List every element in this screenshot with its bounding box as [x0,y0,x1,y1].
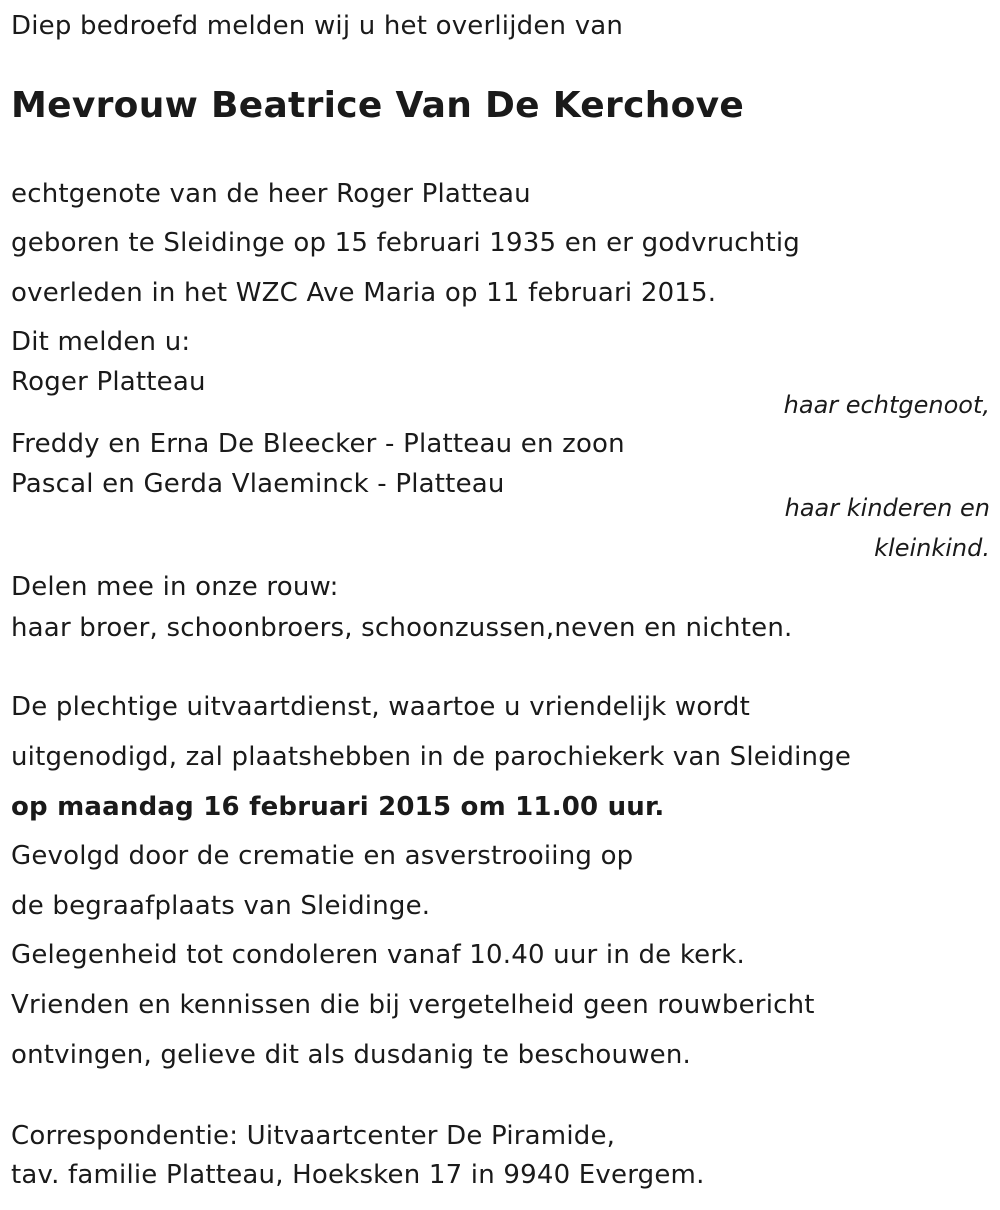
spouse-role: haar echtgenoot, [783,391,990,419]
spouse-name: Roger Platteau [11,367,206,397]
share-label: Delen mee in onze rouw: [11,572,339,602]
relatives-text: haar broer, schoonbroers, schoonzussen,neven en nichten. [11,613,793,643]
service-after-line: Vrienden en kennissen die bij vergetelheid geen rouwbericht [11,990,815,1020]
detail-line: geboren te Sleidinge op 15 februari 1935 en er godvruchtig [11,228,800,258]
service-after-line: de begraafplaats van Sleidinge. [11,891,431,921]
detail-line: echtgenote van de heer Roger Platteau [11,179,531,209]
announce-label: Dit melden u: [11,327,191,357]
service-line: uitgenodigd, zal plaatshebben in de parochiekerk van Sleidinge [11,742,852,772]
service-after-line: Gevolgd door de crematie en asverstrooiing op [11,841,634,871]
child-line: Pascal en Gerda Vlaeminck - Platteau [11,469,505,499]
deceased-name: Mevrouw Beatrice Van De Kerchove [11,85,745,126]
child-line: Freddy en Erna De Bleecker - Platteau en zoon [11,429,625,459]
service-datetime: op maandag 16 februari 2015 om 11.00 uur. [11,792,665,822]
detail-line: overleden in het WZC Ave Maria op 11 februari 2015. [11,278,717,308]
intro-text: Diep bedroefd melden wij u het overlijden van [11,11,624,41]
service-after-line: ontvingen, gelieve dit als dusdanig te beschouwen. [11,1040,692,1070]
children-role: kleinkind. [874,534,990,562]
service-after-line: Gelegenheid tot condoleren vanaf 10.40 uur in de kerk. [11,940,745,970]
service-line: De plechtige uitvaartdienst, waartoe u vriendelijk wordt [11,692,750,722]
children-role: haar kinderen en [784,494,990,522]
correspondence-line: Correspondentie: Uitvaartcenter De Piramide, [11,1121,616,1151]
correspondence-line: tav. familie Platteau, Hoeksken 17 in 9940 Evergem. [11,1160,705,1190]
